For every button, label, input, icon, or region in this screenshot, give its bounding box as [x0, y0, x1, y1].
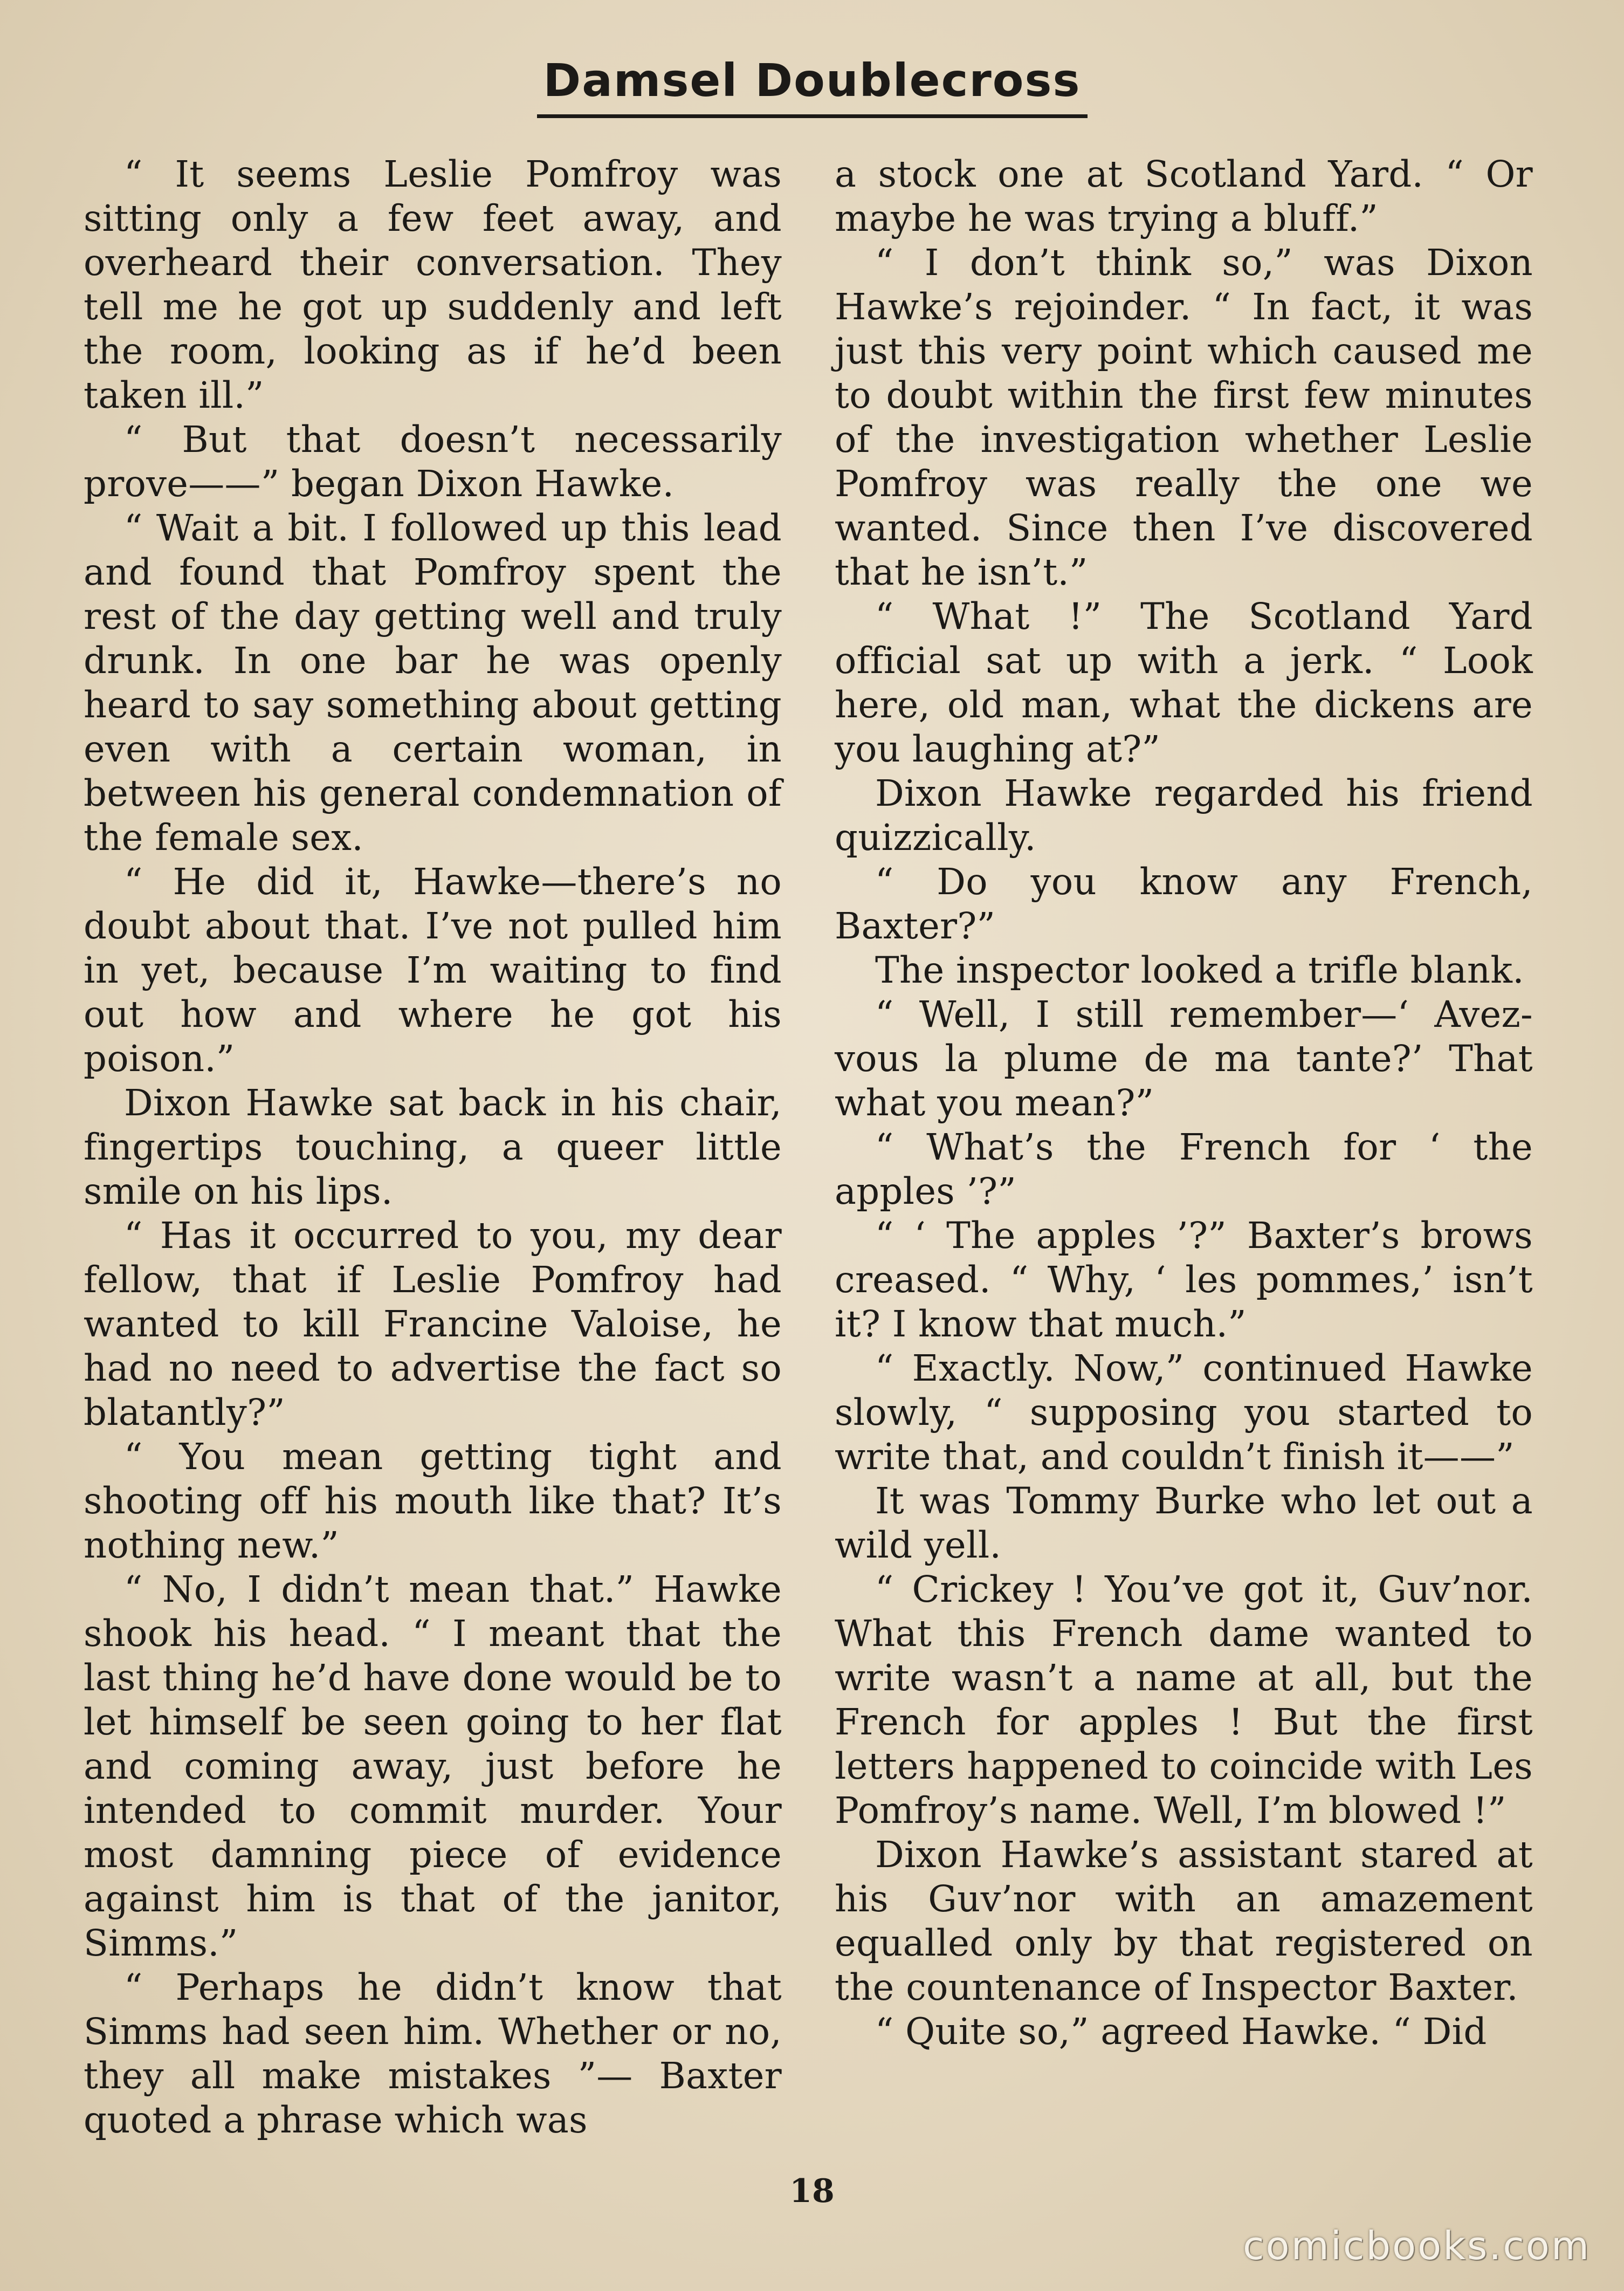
paragraph: The inspector looked a trifle blank.	[875, 949, 1524, 991]
paragraph: “ What’s the French for ‘ the apples ’?”	[835, 1126, 1533, 1212]
paragraph: “ Crickey ! You’ve got it, Guv’nor. What this French dame wanted to write wasn’t a name at all, but the French for apples ! But the first letters happened to coincide with Les Pomfroy’s name. Well, I’m blowed !”	[835, 1568, 1533, 1832]
paragraph: Dixon Hawke’s assistant stared at his Guv’nor with an amazement equalled only by that registered on the countenance of Inspector Baxter.	[835, 1834, 1533, 2008]
paragraph: “ Perhaps he didn’t know that Simms had seen him. Whether or no, they all make mistakes ”— Baxter quoted a phrase which was	[84, 1966, 782, 2141]
paragraph: “ Do you know any French, Baxter?”	[835, 861, 1533, 947]
paragraph: Dixon Hawke regarded his friend quizzically.	[835, 772, 1533, 859]
paragraph: “ Exactly. Now,” continued Hawke slowly, “ supposing you started to write that, and couldn’t finish it——”	[835, 1347, 1533, 1478]
paragraph: “ Quite so,” agreed Hawke. “ Did	[875, 2011, 1487, 2053]
paragraph: “ Wait a bit. I followed up this lead and found that Pomfroy spent the rest of the day getting well and truly drunk. In one bar he was openly heard to say something about getting even with a certain woman, in between his general condemnation of the female sex.	[84, 507, 782, 859]
page-header	[0, 54, 1624, 118]
paragraph: “ Has it occurred to you, my dear fellow, that if Leslie Pomfroy had wanted to kill Francine Valoise, he had no need to advertise the fact so blatantly?”	[84, 1215, 782, 1433]
story-title: Damsel Doublecross	[537, 54, 1088, 118]
paragraph: Dixon Hawke sat back in his chair, fingertips touching, a queer little smile on his lips.	[84, 1082, 782, 1212]
left-column	[84, 152, 782, 2142]
paragraph: “ You mean getting tight and shooting off his mouth like that? It’s nothing new.”	[84, 1436, 782, 1566]
paragraph: “ But that doesn’t necessarily prove——” began Dixon Hawke.	[84, 419, 782, 505]
paragraph: It was Tommy Burke who let out a wild yell.	[835, 1480, 1533, 1566]
paragraph: “ ‘ The apples ’?” Baxter’s brows creased. “ Why, ‘ les pommes,’ isn’t it? I know that much.”	[835, 1215, 1533, 1345]
paragraph: “ I don’t think so,” was Dixon Hawke’s rejoinder. “ In fact, it was just this very point which caused me to doubt within the first few minutes of the investigation whether Leslie Pomfroy was really the one we wanted. Since then I’ve discovered that he isn’t.”	[835, 242, 1533, 593]
page-number: 18	[789, 2172, 835, 2210]
right-column	[835, 152, 1533, 2054]
paragraph: “ What !” The Scotland Yard official sat up with a jerk. “ Look here, old man, what the dickens are you laughing at?”	[835, 595, 1533, 770]
watermark-logo: comicbooks.com	[1242, 2223, 1591, 2268]
paragraph: “ He did it, Hawke—there’s no doubt about that. I’ve not pulled him in yet, because I’m waiting to find out how and where he got his poison.”	[84, 861, 782, 1080]
paragraph: a stock one at Scotland Yard. “ Or maybe he was trying a bluff.”	[835, 153, 1533, 239]
paragraph: “ No, I didn’t mean that.” Hawke shook his head. “ I meant that the last thing he’d have done would be to let himself be seen going to her flat and coming away, just before he intended to commit murder. Your most damning piece of evidence against him is that of the janitor, Simms.”	[84, 1568, 782, 1964]
paragraph: “ It seems Leslie Pomfroy was sitting only a few feet away, and overheard their conversation. They tell me he got up suddenly and left the room, looking as if he’d been taken ill.”	[84, 153, 782, 416]
paragraph: “ Well, I still remember—‘ Avez-vous la plume de ma tante?’ That what you mean?”	[835, 993, 1533, 1124]
